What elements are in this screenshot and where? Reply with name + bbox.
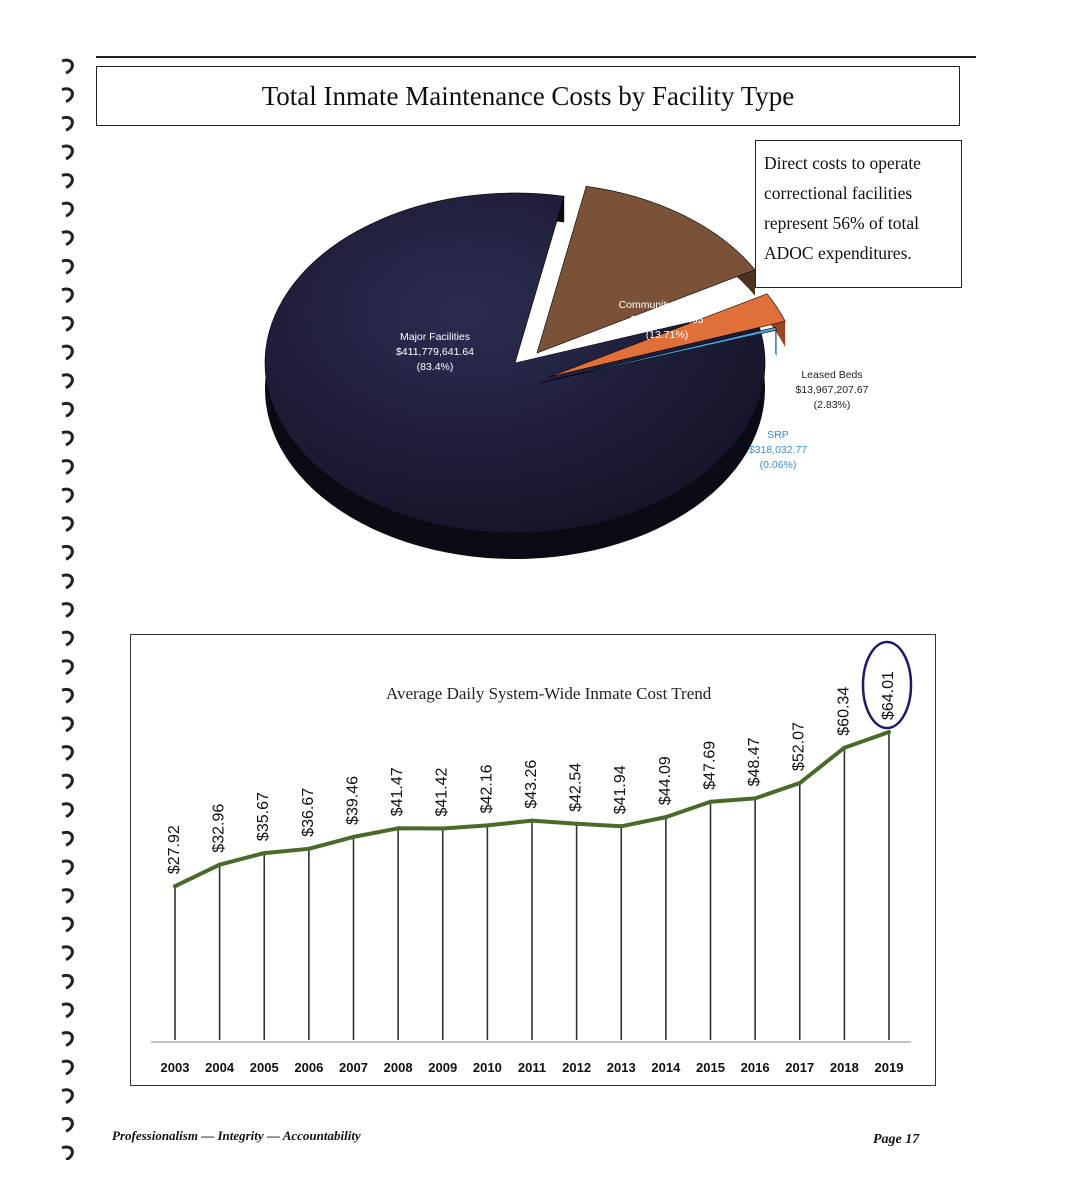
pie-label-major-facilities-name: Major Facilities: [399, 331, 471, 343]
x-tick-2003: 2003: [160, 1060, 190, 1075]
x-tick-2015: 2015: [696, 1060, 725, 1075]
page-number: Page 17: [873, 1132, 920, 1147]
data-point-2009: [441, 827, 445, 831]
page-title: Total Inmate Maintenance Costs by Facility Type: [96, 66, 960, 126]
x-tick-2013: 2013: [606, 1060, 636, 1075]
data-point-2011: [530, 819, 534, 823]
data-point-2013: [619, 824, 623, 828]
data-label-2007: $39.46: [344, 775, 362, 825]
pie-label-major-facilities-percent: (83.4%): [416, 361, 454, 373]
data-label-2017: $52.07: [790, 722, 808, 772]
pie-label-leased-beds-name: Leased Beds: [801, 369, 863, 381]
x-tick-2019: 2019: [874, 1060, 904, 1075]
data-point-2006: [307, 847, 311, 851]
data-point-2012: [575, 822, 579, 826]
data-label-2018: $60.34: [835, 686, 853, 736]
data-point-2003: [173, 884, 177, 888]
trend-chart-title: Average Daily System-Wide Inmate Cost Trend: [386, 684, 712, 703]
data-label-2019: $64.01: [880, 671, 897, 721]
x-tick-2010: 2010: [472, 1060, 502, 1075]
data-point-2005: [262, 851, 266, 855]
data-point-2018: [842, 746, 846, 750]
pie-label-leased-beds-value: $13,967,207.67: [795, 384, 869, 396]
data-label-2009: $41.42: [433, 767, 451, 817]
x-tick-2005: 2005: [249, 1060, 279, 1075]
x-tick-2009: 2009: [428, 1060, 458, 1075]
pie-label-community-facilities-value: $67,673,027.05: [630, 314, 704, 326]
data-point-2014: [664, 815, 668, 819]
data-label-2006: $36.67: [299, 787, 317, 837]
data-label-2008: $41.47: [389, 767, 407, 817]
data-label-2016: $48.47: [746, 737, 764, 787]
data-label-2011: $43.26: [523, 759, 540, 809]
data-point-2019: [887, 730, 891, 734]
x-tick-2018: 2018: [829, 1060, 859, 1075]
spiral-binding: [60, 55, 80, 1160]
pie-label-community-facilities-name: Community Facilities: [618, 299, 716, 311]
pie-label-community-facilities-percent: (13.71%): [645, 329, 689, 341]
pie-label-srp-name: SRP: [767, 429, 789, 441]
x-tick-2004: 2004: [205, 1060, 235, 1075]
trend-chart: [131, 635, 934, 1084]
data-label-2014: $44.09: [656, 756, 674, 806]
x-tick-2012: 2012: [562, 1060, 592, 1075]
x-tick-2014: 2014: [651, 1060, 681, 1075]
x-tick-2007: 2007: [339, 1060, 368, 1075]
x-tick-2016: 2016: [740, 1060, 770, 1075]
x-tick-2011: 2011: [517, 1060, 547, 1075]
data-label-2012: $42.54: [567, 762, 585, 812]
trend-chart-frame: [130, 634, 936, 1086]
data-label-2004: $32.96: [210, 803, 228, 853]
footer-motto: Professionalism — Integrity — Accountability: [112, 1128, 361, 1143]
data-label-2013: $41.94: [612, 765, 630, 815]
x-tick-2008: 2008: [383, 1060, 413, 1075]
data-label-2010: $42.16: [478, 764, 496, 814]
data-point-2016: [753, 796, 757, 800]
pie-label-major-facilities-value: $411,779,641.64: [395, 346, 475, 358]
data-point-2008: [396, 826, 400, 830]
data-label-2015: $47.69: [701, 740, 719, 790]
data-label-2005: $35.67: [255, 792, 273, 842]
data-point-2007: [352, 835, 356, 839]
x-tick-2017: 2017: [785, 1060, 815, 1075]
pie-label-srp-value: $318,032.77: [748, 444, 808, 456]
slice-srp-side: [775, 327, 776, 356]
data-point-2017: [798, 781, 802, 785]
pie-label-leased-beds-percent: (2.83%): [813, 399, 851, 411]
x-tick-2006: 2006: [294, 1060, 324, 1075]
pie-label-srp-percent: (0.06%): [759, 459, 797, 471]
note-box: Direct costs to operate correctional facilities represent 56% of total ADOC expenditures.: [755, 140, 962, 288]
data-point-2015: [709, 800, 713, 804]
data-label-2003: $27.92: [166, 825, 183, 875]
data-point-2004: [218, 863, 222, 867]
data-point-2010: [485, 823, 489, 827]
top-rule: [96, 56, 976, 58]
